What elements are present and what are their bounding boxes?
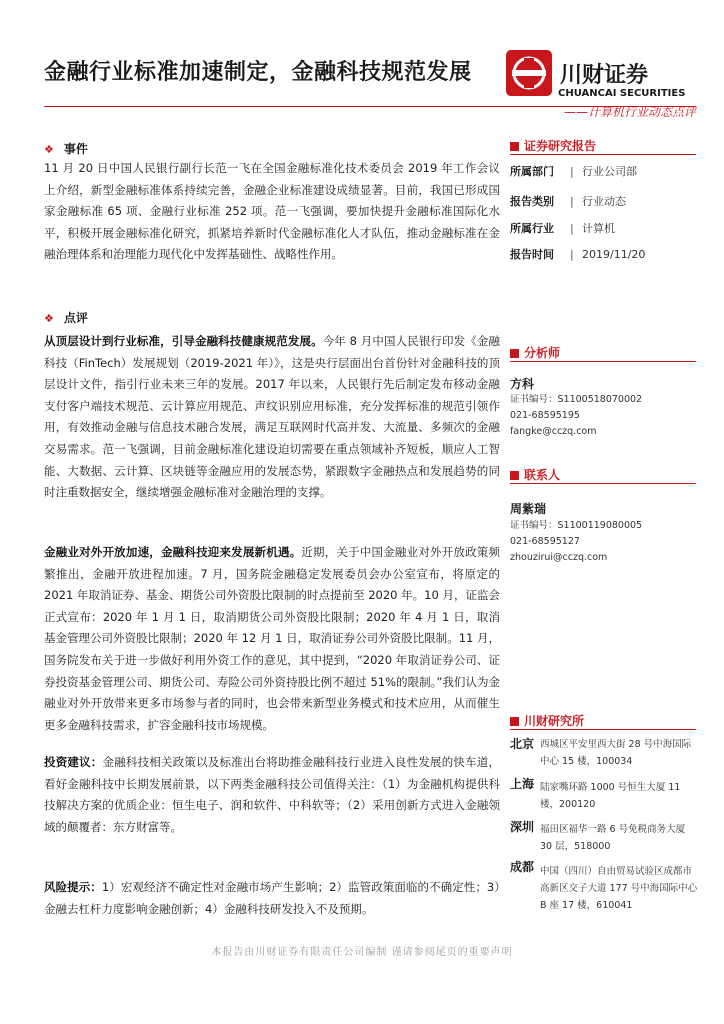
- diamond-bullet-icon: ❖: [44, 143, 54, 156]
- footer-disclaimer: 本报告由川财证券有限责任公司编制 谨请参阅尾页的重要声明: [211, 947, 513, 958]
- report-title: 金融行业标准加速制定，金融科技规范发展: [44, 60, 472, 85]
- analyst-cert: 证书编号：S1100518070002: [510, 394, 643, 405]
- office-city-shenzhen: 深圳: [510, 820, 535, 834]
- red-square-icon: [510, 142, 519, 151]
- sidebar-divider: [510, 361, 696, 362]
- red-square-icon: [510, 471, 519, 480]
- sidebar-heading-report: 证券研究报告: [510, 137, 596, 154]
- company-logo-icon: [506, 50, 552, 96]
- sidebar-divider: [510, 483, 696, 484]
- contact-cert: 证书编号：S1100119080005: [510, 520, 643, 531]
- office-city-chengdu: 成都: [510, 860, 535, 874]
- meta-row-department: 所属部门 | 行业公司部: [510, 165, 637, 178]
- office-city-beijing: 北京: [510, 737, 535, 751]
- section-heading-event: ❖ 事件: [44, 142, 88, 156]
- company-name-en: CHUANCAI SECURITIES: [558, 88, 686, 99]
- investment-advice-paragraph: 投资建议：金融科技相关政策以及标准出台将助推金融科技行业进入良性发展的快车道，看好金融科技中长期发展前景，以下两类金融科技公司值得关注：（1）为金融机构提供科技解决方案的优质企业：恒生电子、润和软件、中科软等；（2）采用创新方式进入金融领域的颠覆者：东方财富等。: [44, 755, 501, 834]
- meta-row-date: 报告时间 | 2019/11/20: [510, 248, 646, 261]
- office-address-chengdu: 中国（四川）自由贸易试验区成都市高新区交子大道 177 号中海国际中心 B 座 17 楼，610041: [540, 866, 698, 911]
- risk-warning-paragraph: 风险提示：1）宏观经济不确定性对金融市场产生影响；2）监管政策面临的不确定性；3）金融去杠杆力度影响金融创新；4）金融科技研发投入不及预期。: [44, 880, 500, 916]
- sidebar-divider: [510, 154, 696, 155]
- office-address-beijing: 西城区平安里西大街 28 号中海国际中心 15 楼，100034: [540, 739, 692, 767]
- comment-paragraph-opening: 金融业对外开放加速，金融科技迎来发展新机遇。近期，关于中国金融业对外开放政策频繁推出，金融开放进程加速。7 月，国务院金融稳定发展委员会办公室宣布，将原定的 2021 年取消证券、基金、期货公司外资股比限制的时点提前至 2020 年。10 月，证监会正式宣布：2020 年 1 月 1 日，取消期货公司外资股比限制；2020 年 4 月 1 日，取消基金管理公司外资股比限制；2020 年 12 月 1 日，取消证券公司外资股比限制。11 月，国务院发布关于进一步做好利用外资工作的意见，其中提到，“2020 年取消证券公司、证券投资基金管理公司、期货公司、寿险公司外资持股比例不超过 51%的限制。”我们认为金融业对外开放带来更多市场参与者的同时，也会带来新型业务模式和技术应用，从而催生更多金融科技需求，扩容金融科技市场规模。: [44, 545, 500, 732]
- meta-row-industry: 所属行业 | 计算机: [510, 222, 615, 235]
- analyst-name: 方科: [510, 377, 535, 391]
- meta-row-category: 报告类别 | 行业动态: [510, 195, 626, 208]
- sidebar-heading-institute: 川财研究所: [510, 712, 584, 729]
- comment-paragraph-standards: 从顶层设计到行业标准，引导金融科技健康规范发展。今年 8 月中国人民银行印发《金融科技（FinTech）发展规划（2019-2021 年）》，这是央行层面出台首份针对金融科技的顶层设计文件，指引行业未来三年的发展。2017 年以来，人民银行先后制定发布移动金融支付客户端技术规范、云计算应用规范、声纹识别应用标准，充分发挥标准的规范引领作用，有效推动金融与信息技术融合发展，满足互联网时代高并发、大流量、多频次的金融交易需求。范一飞强调，目前金融标准化建设迫切需要在重点领域补齐短板，顺应人工智能、大数据、云计算、区块链等金融应用的发展态势，紧跟数字金融热点和发展趋势的同时注重数据安全，继续增强金融标准对金融治理的支撑。: [44, 334, 500, 500]
- contact-name: 周紫瑞: [510, 502, 547, 516]
- analyst-phone: 021-68595195: [510, 410, 580, 421]
- section-heading-comment: ❖ 点评: [44, 311, 88, 325]
- contact-phone: 021-68595127: [510, 536, 580, 547]
- sidebar-heading-contact: 联系人: [510, 466, 560, 483]
- contact-email[interactable]: zhouzirui@cczq.com: [510, 552, 608, 563]
- office-address-shanghai: 陆家嘴环路 1000 号恒生大厦 11 楼，200120: [540, 782, 681, 810]
- office-city-shanghai: 上海: [510, 777, 535, 791]
- analyst-email[interactable]: fangke@cczq.com: [510, 426, 597, 437]
- report-subtitle: ——计算机行业动态点评: [563, 105, 696, 119]
- sidebar-divider: [510, 729, 696, 730]
- event-paragraph: 11 月 20 日中国人民银行副行长范一飞在全国金融标准化技术委员会 2019 年工作会议上介绍，新型金融标准体系持续完善，金融企业标准建设成绩显著。目前，我国已形成国家金融标准 65 项、金融行业标准 252 项。范一飞强调，要加快提升金融标准国际化水平，积极开展金融标准化研究，抓紧培养新时代金融标准化人才队伍，推动金融标准在金融治理体系和治理能力现代化中发挥基础性、战略性作用。: [44, 161, 500, 262]
- sidebar-heading-analyst: 分析师: [510, 344, 560, 361]
- red-square-icon: [510, 349, 519, 358]
- diamond-bullet-icon: ❖: [44, 312, 54, 325]
- company-name: 川财证券: [560, 63, 649, 88]
- red-square-icon: [510, 717, 519, 726]
- office-address-shenzhen: 福田区福华一路 6 号免税商务大厦 30 层，518000: [540, 824, 686, 852]
